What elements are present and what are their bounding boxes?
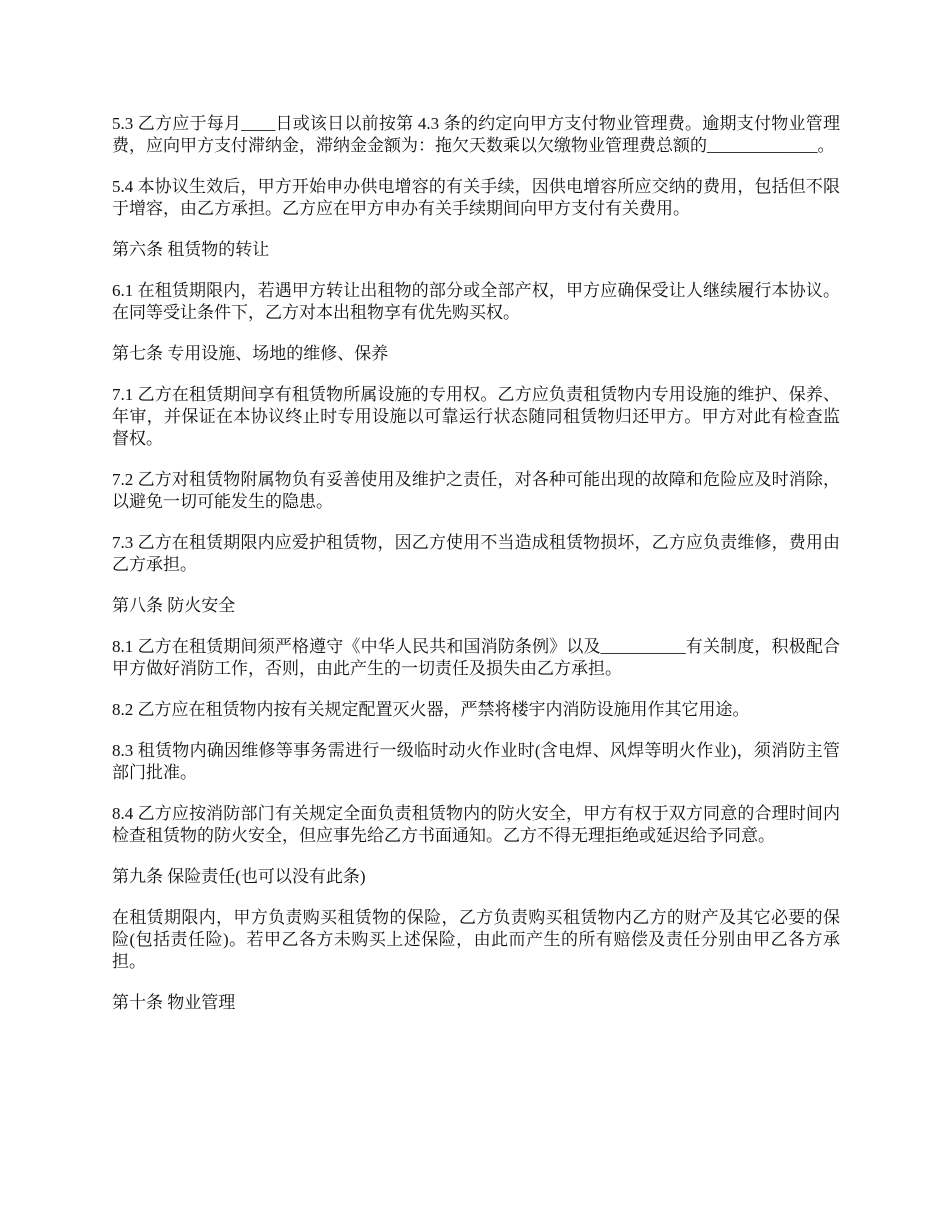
- clause-8-1: 8.1 乙方在租赁期间须严格遵守《中华人民共和国消防条例》以及__________有关制度，积极配合甲方做好消防工作，否则，由此产生的一切责任及损失由乙方承担。: [112, 637, 840, 678]
- clause-5-3: 5.3 乙方应于每月____日或该日以前按第 4.3 条的约定向甲方支付物业管理费。逾期支付物业管理费，应向甲方支付滞纳金，滞纳金金额为：拖欠天数乘以欠缴物业管理费总额的_____________。: [112, 114, 840, 155]
- article-6-heading: 第六条 租赁物的转让: [112, 240, 270, 259]
- clause-7-2: 7.2 乙方对租赁物附属物负有妥善使用及维护之责任，对各种可能出现的故障和危险应及时消除，以避免一切可能发生的隐患。: [112, 470, 840, 511]
- clause-6-1: 6.1 在租赁期限内，若遇甲方转让出租物的部分或全部产权，甲方应确保受让人继续履行本协议。在同等受让条件下，乙方对本出租物享有优先购买权。: [112, 281, 840, 322]
- clause-8-3: 8.3 租赁物内确因维修等事务需进行一级临时动火作业时(含电焊、风焊等明火作业)，须消防主管部门批准。: [112, 741, 840, 782]
- article-10-heading: 第十条 物业管理: [112, 993, 236, 1012]
- article-9-body: 在租赁期限内，甲方负责购买租赁物的保险，乙方负责购买租赁物内乙方的财产及其它必要的保险(包括责任险)。若甲乙各方未购买上述保险，由此而产生的所有赔偿及责任分别由甲乙各方承担。: [112, 908, 840, 971]
- clause-5-4: 5.4 本协议生效后，甲方开始申办供电增容的有关手续，因供电增容所应交纳的费用，包括但不限于增容，由乙方承担。乙方应在甲方申办有关手续期间向甲方支付有关费用。: [112, 177, 840, 218]
- clause-7-3: 7.3 乙方在租赁期限内应爱护租赁物，因乙方使用不当造成租赁物损坏，乙方应负责维修，费用由乙方承担。: [112, 533, 840, 574]
- article-8-heading: 第八条 防火安全: [112, 596, 236, 615]
- article-7-heading: 第七条 专用设施、场地的维修、保养: [112, 344, 389, 363]
- document-page: [112, 113, 840, 1033]
- article-9-heading: 第九条 保险责任(也可以没有此条): [112, 867, 366, 886]
- clause-7-1: 7.1 乙方在租赁期间享有租赁物所属设施的专用权。乙方应负责租赁物内专用设施的维护、保养、年审，并保证在本协议终止时专用设施以可靠运行状态随同租赁物归还甲方。甲方对此有检查监督权。: [112, 385, 840, 448]
- clause-8-2: 8.2 乙方应在租赁物内按有关规定配置灭火器，严禁将楼宇内消防设施用作其它用途。: [112, 700, 750, 719]
- clause-8-4: 8.4 乙方应按消防部门有关规定全面负责租赁物内的防火安全，甲方有权于双方同意的合理时间内检查租赁物的防火安全，但应事先给乙方书面通知。乙方不得无理拒绝或延迟给予同意。: [112, 804, 840, 845]
